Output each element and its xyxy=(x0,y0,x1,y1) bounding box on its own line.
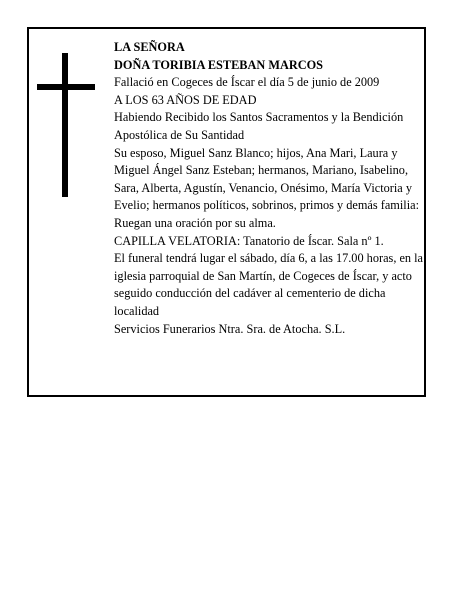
chapel-line: CAPILLA VELATORIA: Tanatorio de Íscar. Sala nº 1. xyxy=(114,233,384,248)
death-info: Fallació en Cogeces de Íscar el día 5 de junio de 2009 xyxy=(114,75,380,90)
age-line: A LOS 63 AÑOS DE EDAD xyxy=(114,92,257,107)
cross-icon xyxy=(37,53,95,197)
obituary-text xyxy=(114,39,424,338)
family-list: Su esposo, Miguel Sanz Blanco; hijos, Ana Mari, Laura y Miguel Ángel Sanz Esteban; hermanos, Mariano, Isabelino, Sara, Alberta, Agustín, Venancio, Onésimo, María Victoria y Evelio; hermanos políticos, sobrinos, primos y demás familia: xyxy=(114,145,419,213)
cross-horizontal-bar xyxy=(37,84,95,90)
funeral-services: Servicios Funerarios Ntra. Sra. de Atocha. S.L. xyxy=(114,321,346,336)
funeral-details: El funeral tendrá lugar el sábado, día 6, a las 17.00 horas, en la iglesia parroquial de San Martín, de Cogeces de Íscar, y acto seguido conducción del cadáver al cementerio de dicha localidad xyxy=(114,251,424,318)
cross-vertical-bar xyxy=(62,53,68,197)
sacraments-line: Habiendo Recibido los Santos Sacramentos y la Bendición Apostólica de Su Santidad xyxy=(114,110,404,142)
notice-heading: LA SEÑORA xyxy=(114,40,185,54)
prayer-line: Ruegan una oración por su alma. xyxy=(114,215,276,230)
deceased-name: DOÑA TORIBIA ESTEBAN MARCOS xyxy=(114,57,323,72)
